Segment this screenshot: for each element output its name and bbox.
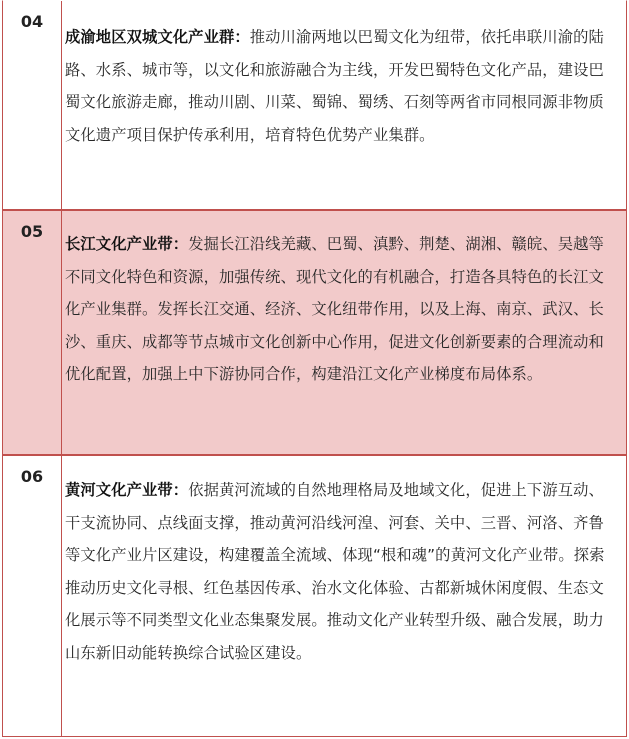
row-number: 05 [3, 211, 62, 454]
row-body: 发掘长江沿线羌藏、巴蜀、滇黔、荆楚、湖湘、赣皖、吴越等不同文化特色和资源，加强传统、现代文化的有机融合，打造各具特色的长江文化产业集群。发挥长江交通、经济、文化纽带作用，以及上海、南京、武汉、长沙、重庆、成都等节点城市文化创新中心作用，促进文化创新要素的合理流动和优化配置，加强上中下游协同合作，构建沿江文化产业梯度布局体系。 [65, 235, 604, 383]
row-heading: 成渝地区双城文化产业群： [65, 28, 250, 46]
table-row-05 [2, 210, 627, 455]
row-content [62, 211, 626, 454]
row-content [62, 1, 626, 209]
table-row-06 [2, 455, 627, 737]
row-body: 推动川渝两地以巴蜀文化为纽带，依托串联川渝的陆路、水系、城市等，以文化和旅游融合为主线，开发巴蜀特色文化产品，建设巴蜀文化旅游走廊，推动川剧、川菜、蜀锦、蜀绣、石刻等两省市同根同源非物质文化遗产项目保护传承利用，培育特色优势产业集群。 [65, 28, 604, 144]
row-body: 依据黄河流域的自然地理格局及地域文化，促进上下游互动、干支流协同、点线面支撑，推动黄河沿线河湟、河套、关中、三晋、河洛、齐鲁等文化产业片区建设，构建覆盖全流域、体现“根和魂”的黄河文化产业带。探索推动历史文化寻根、红色基因传承、治水文化体验、古都新城休闲度假、生态文化展示等不同类型文化业态集聚发展。推动文化产业转型升级、融合发展，助力山东新旧动能转换综合试验区建设。 [65, 481, 605, 662]
row-content [62, 456, 626, 736]
table-row-04 [2, 0, 627, 210]
row-heading: 长江文化产业带： [65, 235, 189, 253]
row-number: 06 [3, 456, 62, 736]
row-heading: 黄河文化产业带： [65, 481, 189, 499]
row-number: 04 [3, 1, 62, 209]
